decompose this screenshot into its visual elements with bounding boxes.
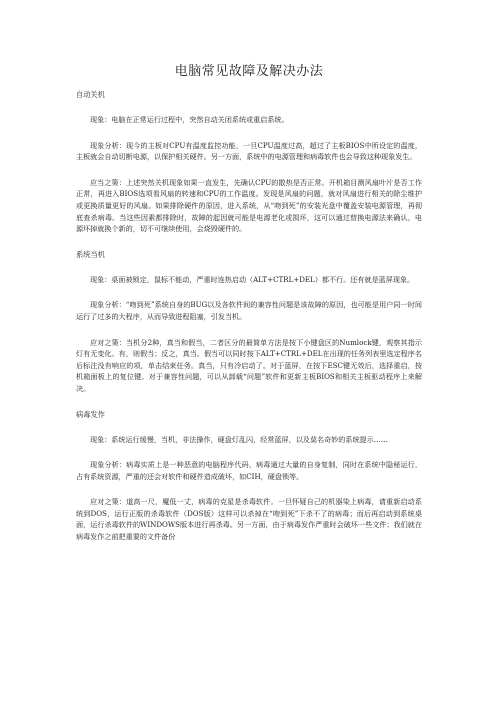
section-heading: 系统当机	[76, 249, 105, 259]
section-heading: 病毒发作	[76, 409, 105, 419]
analysis-paragraph: 现象分析：“吻到死”系统自身的BUG以及各软件间的兼容性问题是该故障的原因，也可能是用户同一时间运行了过多的大程序，从而导致进程阻塞，引发当机。	[76, 300, 422, 321]
solution-paragraph: 应对之策：当机分2种，真当和假当，二者区分的最简单方法是按下小键盘区的Numlock键，观察其指示灯有无变化。有，则假当；反之，真当。假当可以同时按下ALT+CTRL+DEL在出现的任务列表里选定程序名后标注没有响应的项，单击结束任务。真当，只有冷启动了。对于蓝屏，在按下ESC键无效后，选择重启，按机箱面板上的复位键。对于兼容性问题，可以从卸载“问题”软件和更新主板BIOS和相关主板驱动程序上来解决。	[76, 337, 422, 393]
symptom-paragraph: 现象：系统运行缓慢，当机，非法操作，硬盘灯乱闪，经常蓝屏，以及莫名奇妙的系统提示……	[90, 434, 388, 444]
symptom-paragraph: 现象：桌面被锁定，鼠标不能动，严重时连热启动（ALT+CTRL+DEL）都不行。还有就是蓝屏现象。	[90, 274, 415, 284]
solution-paragraph: 应当之策：上述突然关机现象如果一直发生，先确认CPU的散热是否正常。开机箱目测风扇叶片是否工作正常，再进入BIOS选项看风扇的转速和CPU的工作温度。发现是风扇的问题，就对风扇进行相关的除尘维护或更换质量更好的风扇。如果排除硬件的原因，进入系统，从“吻到死”的安装光盘中覆盖安装电源管理，再彻底查杀病毒。当这些因素都排除时，故障的起因就可能是电源老化或损坏，这可以通过替换电源法来确认，电源坏掉就换个新的，切不可继续使用，会烧毁硬件的。	[76, 177, 422, 234]
section-virus	[76, 409, 422, 543]
analysis-paragraph: 现象分析：病毒实质上是一种恶意的电脑程序代码，病毒通过大量的自身复制，同时在系统中隐秘运行，占有系统资源，严重的还会对软件和硬件造成破坏，如CIH，硬盘锁等。	[76, 460, 422, 481]
analysis-paragraph: 现象分析：现今的主板对CPU有温度监控功能，一旦CPU温度过高，超过了主板BIOS中所设定的温度，主板就会自动切断电源，以保护相关硬件。另一方面，系统中的电源管理和病毒软件也会导致这种现象发生。	[76, 140, 422, 162]
solution-paragraph: 应对之策：道高一尺，魔低一丈，病毒的克星是杀毒软件。一旦怀疑自己的机器染上病毒，请重新启动系统到DOS，运行正版的杀毒软件（DOS版）这样可以杀掉在“吻到死”下杀不了的病毒；而后再启动到系统桌面，运行杀毒软件的WINDOWS版本进行再杀毒。另一方面，由于病毒发作严重时会破坏一些文件；我们就在病毒发作之前把重要的文件备份	[76, 497, 422, 542]
page-title: 电脑常见故障及解决办法	[174, 64, 324, 79]
section-system-hang	[76, 249, 422, 395]
section-auto-shutdown	[76, 89, 422, 235]
section-heading: 自动关机	[76, 90, 105, 99]
symptom-paragraph: 现象：电脑在正常运行过程中，突然自动关闭系统或重启系统。	[90, 115, 289, 124]
